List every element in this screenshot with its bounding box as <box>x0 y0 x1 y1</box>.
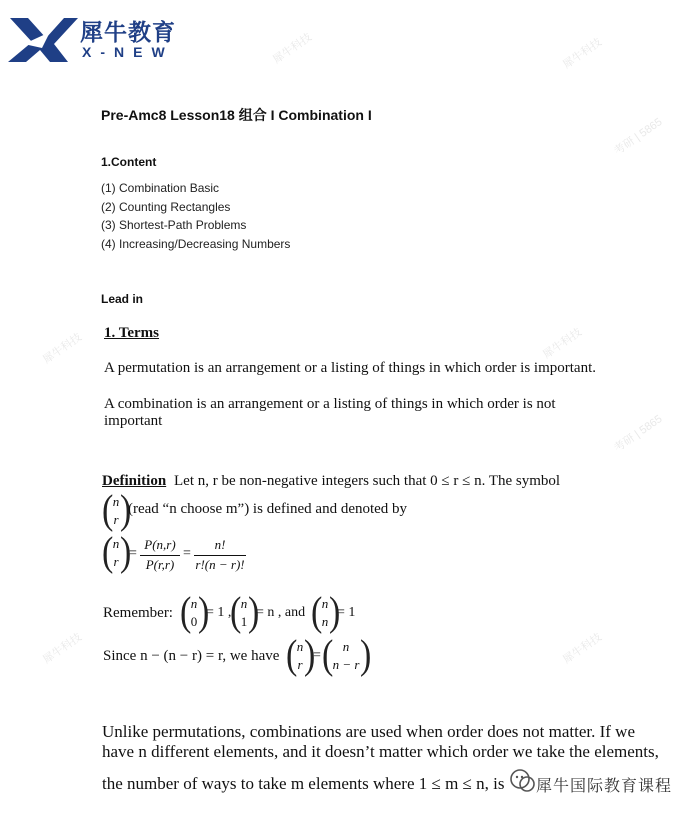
unlike-paragraph-line3: the number of ways to take m elements where 1 ≤ m ≤ n, is <box>102 774 505 793</box>
content-item: (1) Combination Basic <box>101 181 220 195</box>
fraction-denominator: P(r,r) <box>145 557 175 572</box>
combination-definition-line2: important <box>104 413 163 429</box>
fraction-numerator: n! <box>214 537 226 552</box>
binomial-n-r: ( n r ) <box>286 633 316 678</box>
lead-in-heading: Lead in <box>101 292 144 306</box>
definition-read-text: (read “n choose m”) is defined and denoted by <box>128 501 408 517</box>
binomial-n-n-minus-r: ( n n − r ) <box>322 633 372 678</box>
definition-label: Definition <box>102 473 167 489</box>
terms-heading: 1. Terms <box>104 325 160 341</box>
remember-eq1: = 1 , <box>206 605 232 620</box>
binomial-n-n: ( n n ) <box>311 590 341 635</box>
document-title: Pre-Amc8 Lesson18 组合 I Combination I <box>101 107 372 123</box>
unlike-paragraph-line2: have n different elements, and it doesn’t matter which order we take the elements, <box>102 742 659 761</box>
remember-eq3: = 1 <box>337 605 356 620</box>
equals-sign: = <box>313 648 321 663</box>
watermark: 犀牛科技 <box>41 331 85 367</box>
watermark: 考研 | 5865 <box>612 116 665 158</box>
watermark: 犀牛科技 <box>271 31 315 67</box>
permutation-definition: A permutation is an arrangement or a listing of things in which order is important. <box>104 360 596 376</box>
fraction-denominator: r!(n − r)! <box>195 557 245 572</box>
fraction-bar <box>194 555 246 556</box>
content-item: (3) Shortest-Path Problems <box>101 218 247 232</box>
content-item: (4) Increasing/Decreasing Numbers <box>101 237 291 251</box>
equals-sign: = <box>183 546 191 561</box>
binomial-n-r: ( n r ) <box>102 530 132 575</box>
binomial-n-1: ( n 1 ) <box>230 590 260 635</box>
watermark: 犀牛科技 <box>541 326 585 362</box>
wechat-account-name: 犀牛国际教育课程 <box>536 778 673 795</box>
content-heading: 1.Content <box>101 155 157 169</box>
content-item: (2) Counting Rectangles <box>101 200 231 214</box>
binomial-n-r: ( n r ) <box>102 488 132 533</box>
x-new-logo-icon <box>6 14 80 66</box>
remember-eq2: = n , and <box>256 605 306 620</box>
logo-chinese-text: 犀牛教育 <box>80 19 176 45</box>
unlike-paragraph-line1: Unlike permutations, combinations are used when order does not matter. If we <box>102 722 635 741</box>
definition-text: Let n, r be non-negative integers such that 0 ≤ r ≤ n. The symbol <box>174 473 561 489</box>
watermark: 考研 | 5865 <box>612 413 665 455</box>
equals-sign: = <box>129 546 137 561</box>
watermark: 犀牛科技 <box>561 36 605 72</box>
wechat-icon <box>508 766 538 796</box>
logo-english-text: X-NEW <box>82 44 174 60</box>
fraction-bar <box>140 555 180 556</box>
binomial-n-0: ( n 0 ) <box>180 590 210 635</box>
watermark: 犀牛科技 <box>561 631 605 667</box>
fraction-numerator: P(n,r) <box>144 537 176 552</box>
remember-label: Remember: <box>103 605 173 621</box>
since-text: Since n − (n − r) = r, we have <box>103 648 280 664</box>
watermark: 犀牛科技 <box>41 631 85 667</box>
combination-definition <box>104 396 584 430</box>
combination-definition-line1: A combination is an arrangement or a listing of things in which order is not <box>104 396 556 412</box>
